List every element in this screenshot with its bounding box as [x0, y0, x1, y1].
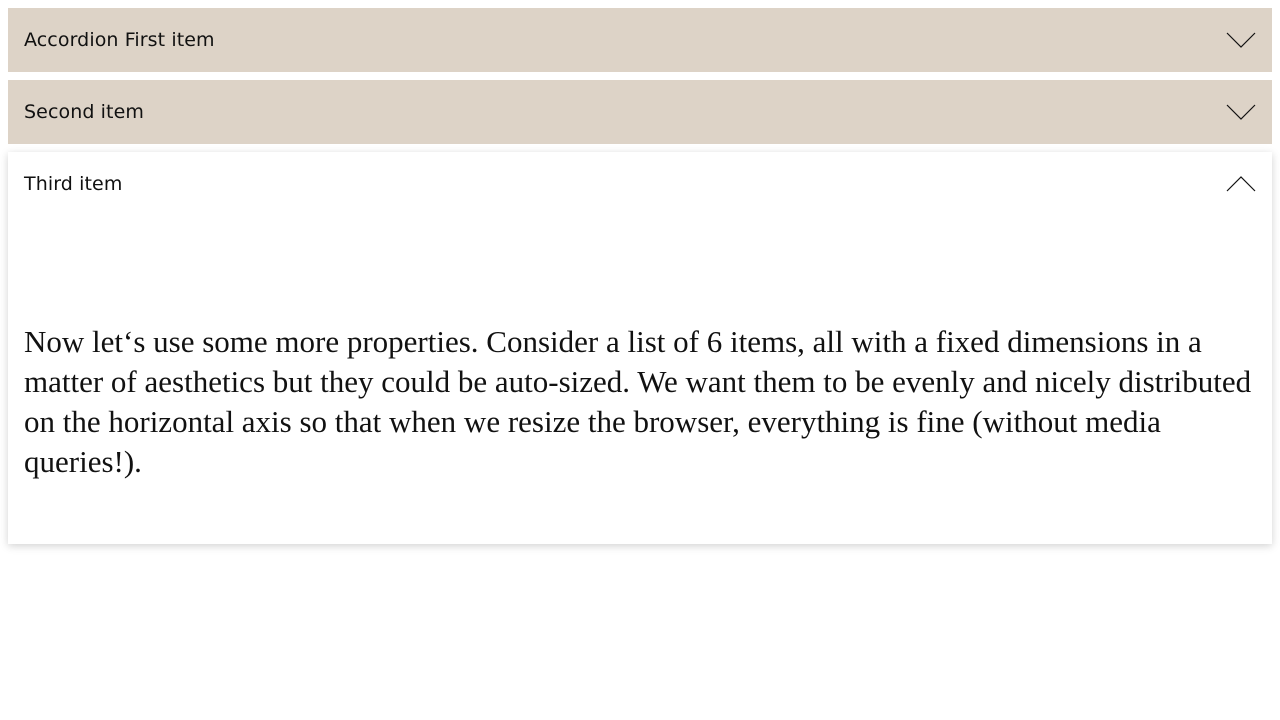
accordion-title: Third item: [24, 173, 123, 195]
accordion: [8, 8, 1272, 552]
accordion-header-third[interactable]: [8, 152, 1272, 216]
chevron-down-icon: [1226, 31, 1256, 49]
accordion-item-first: [8, 8, 1272, 72]
accordion-item-second: [8, 80, 1272, 144]
accordion-content: Now let‘s use some more properties. Consider a list of 6 items, all with a fixed dimensions in a matter of aesthetics but they could be auto-sized. We want them to be evenly and nicely distributed on the horizontal axis so that when we resize the browser, everything is fine (without media queries!).: [24, 324, 1252, 479]
accordion-header-second[interactable]: [8, 80, 1272, 144]
accordion-panel-third: [8, 216, 1272, 482]
accordion-header-first[interactable]: [8, 8, 1272, 72]
chevron-down-icon: [1226, 103, 1256, 121]
accordion-item-third: [8, 152, 1272, 544]
chevron-up-icon: [1226, 175, 1256, 193]
accordion-title: Accordion First item: [24, 29, 215, 51]
accordion-title: Second item: [24, 101, 144, 123]
